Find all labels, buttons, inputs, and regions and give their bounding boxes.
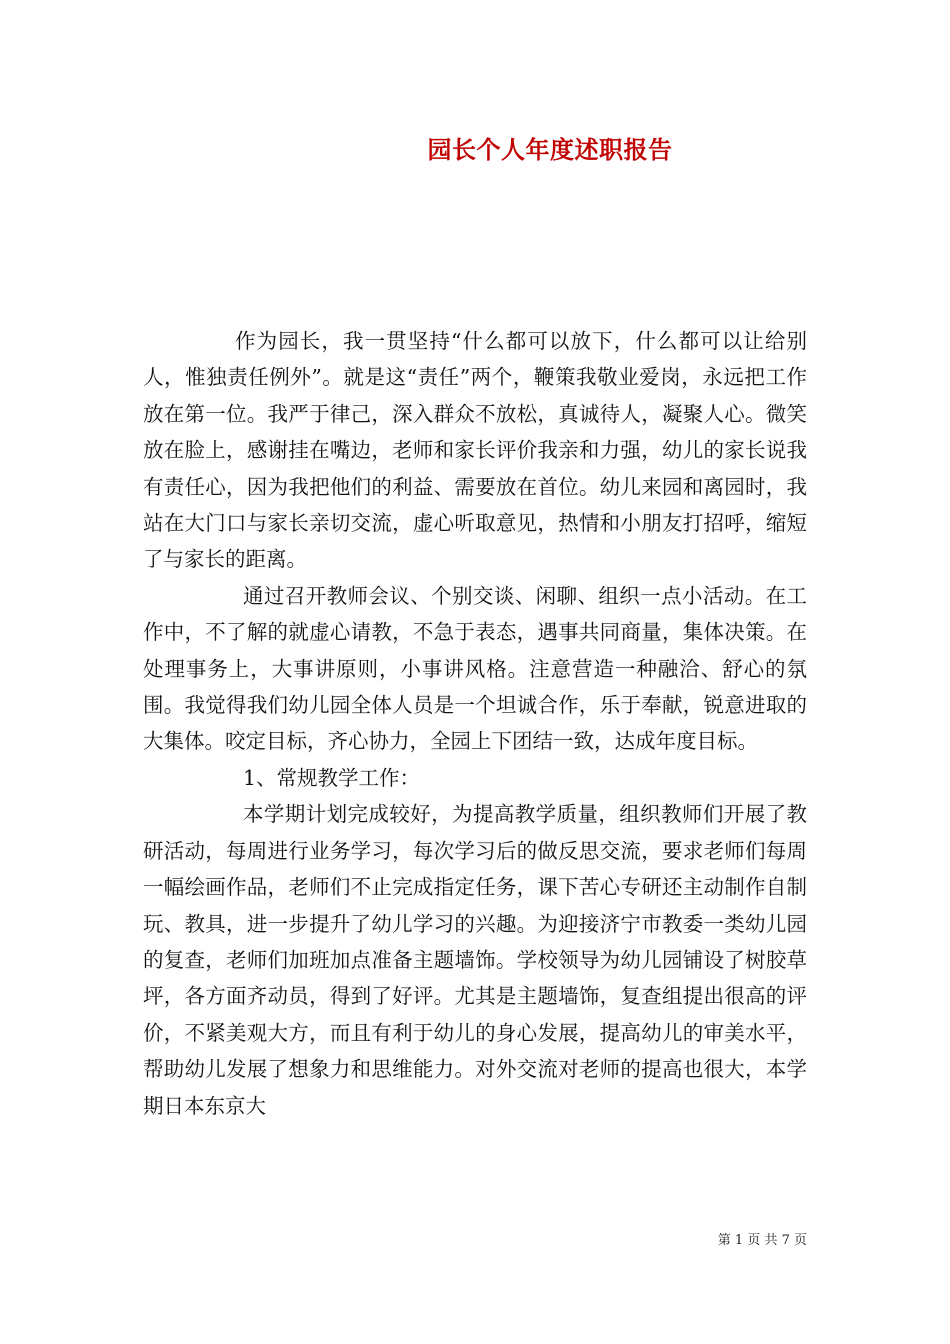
paragraph-3: 本学期计划完成较好，为提高教学质量，组织教师们开展了教研活动，每周进行业务学习，每次学习后的做反思交流，要求老师们每周一幅绘画作品，老师们不止完成指定任务，课下苦心专研还主动制作自制玩、教具，进一步提升了幼儿学习的兴趣。为迎接济宁市教委一类幼儿园的复查，老师们加班加点准备主题墙饰。学校领导为幼儿园铺设了树胶草坪，各方面齐动员，得到了好评。尤其是主题墙饰，复查组提出很高的评价，不紧美观大方，而且有利于幼儿的身心发展，提高幼儿的审美水平，帮助幼儿发展了想象力和思维能力。对外交流对老师的提高也很大，本学期日本东京大: [143, 802, 807, 1118]
document-title: 园长个人年度述职报告: [427, 135, 673, 164]
paragraph-2: 通过召开教师会议、个别交谈、闲聊、组织一点小活动。在工作中，不了解的就虚心请教，不急于表态，遇事共同商量，集体决策。在处理事务上，大事讲原则，小事讲风格。注意营造一种融洽、舒心的氛围。我觉得我们幼儿园全体人员是一个坦诚合作，乐于奉献，锐意进取的大集体。咬定目标，齐心协力，全园上下团结一致，达成年度目标。: [143, 583, 807, 754]
page-number: 第 1 页 共 7 页: [717, 1233, 807, 1248]
paragraph-1: 作为园长，我一贯坚持“什么都可以放下，什么都可以让给别人，惟独责任例外”。就是这“责任”两个，鞭策我敬业爱岗，永远把工作放在第一位。我严于律己，深入群众不放松，真诚待人，凝聚人心。微笑放在脸上，感谢挂在嘴边，老师和家长评价我亲和力强，幼儿的家长说我有责任心，因为我把他们的利益、需要放在首位。幼儿来园和离园时，我站在大门口与家长亲切交流，虚心听取意见，热情和小朋友打招呼，缩短了与家长的距离。: [143, 329, 807, 572]
section-heading-routine-teaching: 1、常规教学工作：: [243, 765, 421, 790]
document-body: [143, 323, 807, 1124]
